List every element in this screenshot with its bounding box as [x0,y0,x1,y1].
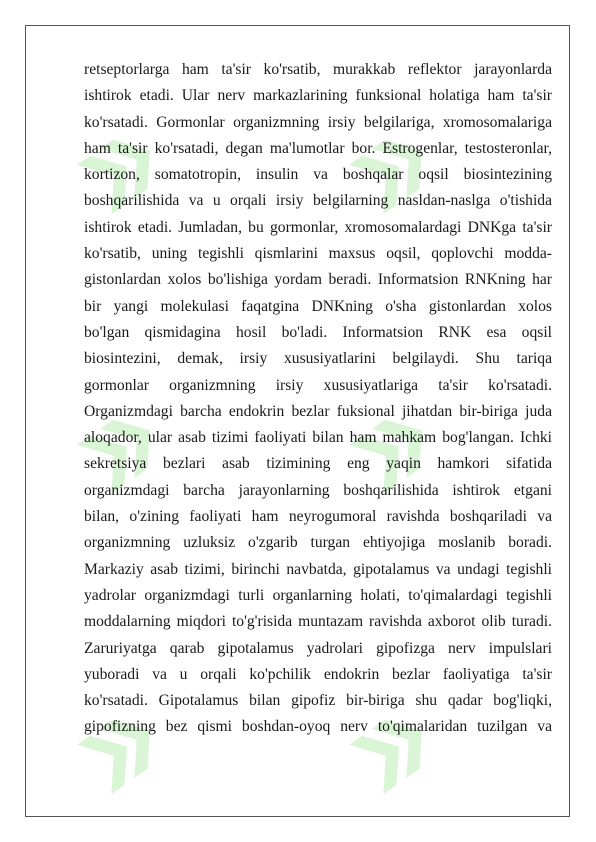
text-line: yadrolar organizmdagi turli organlarning holati, to'qimalardagi tegishli [84,586,552,604]
text-line: retseptorlarga ham ta'sir ko'rsatib, murakkab reflektor jarayonlarda [84,61,552,78]
text-line: ishtirok etadi. Jumladan, bu gormonlar, xromosomalardagi DNKga ta'sir [84,218,552,236]
text-line: organizmning uzluksiz o'zgarib turgan ehtiyojiga moslanib boradi. [84,534,552,552]
text-line: aloqador, ular asab tizimi faoliyati bilan ham mahkam bog'langan. Ichki [84,429,552,447]
text-line: gistonlardan xolos bo'lishiga yordam beradi. Informatsion RNKning har [84,271,552,289]
text-line: gipofizning bez qismi boshdan-oyoq nerv to'qimalaridan tuzilgan va [84,718,552,736]
text-line: boshqarilishida va u orqali irsiy belgilarning nasldan-naslga o'tishida [84,192,552,210]
text-line: biosintezini, demak, irsiy xususiyatlarini belgilaydi. Shu tariqa [84,350,552,368]
text-line: moddalarning miqdori to'g'risida muntazam ravishda axborot olib turadi. [84,613,552,631]
text-line: Organizmdagi barcha endokrin bezlar fuksional jihatdan bir-biriga juda [84,402,552,420]
text-line: organizmdagi barcha jarayonlarning boshqarilishida ishtirok etgani [84,481,552,499]
text-line: bilan, o'zining faoliyati ham neyrogumoral ravishda boshqariladi va [84,508,552,526]
text-line: bo'lgan qismidagina hosil bo'ladi. Informatsion RNK esa oqsil [84,323,552,341]
text-line: kortizon, somatotropin, insulin va boshqalar oqsil biosintezining [84,166,552,184]
text-line: ko'rsatadi. Gormonlar organizmning irsiy belgilariga, xromosomalariga [84,113,552,131]
text-line: Markaziy asab tizimi, birinchi navbatda, gipotalamus va undagi tegishli [84,560,552,578]
text-line: Zaruriyatga qarab gipotalamus yadrolari gipofizga nerv impulslari [84,639,552,657]
text-line: bir yangi molekulasi faqatgina DNKning o'sha gistonlardan xolos [84,297,552,315]
text-line: yuboradi va u orqali ko'pchilik endokrin bezlar faoliyatiga ta'sir [84,665,552,683]
text-line: ham ta'sir ko'rsatadi, degan ma'lumotlar bor. Estrogenlar, testosteronlar, [84,139,552,157]
body-text [84,57,552,741]
text-line: ko'rsatadi. Gipotalamus bilan gipofiz bir-biriga shu qadar bog'liqki, [84,692,552,710]
text-line: sekretsiya bezlari asab tizimining eng yaqin hamkori sifatida [84,455,552,473]
text-line: gormonlar organizmning irsiy xususiyatlariga ta'sir ko'rsatadi. [84,376,552,394]
text-line: ko'rsatib, uning tegishli qismlarini maxsus oqsil, qoplovchi modda- [84,245,552,263]
text-line: ishtirok etadi. Ular nerv markazlarining funksional holatiga ham ta'sir [84,87,552,105]
